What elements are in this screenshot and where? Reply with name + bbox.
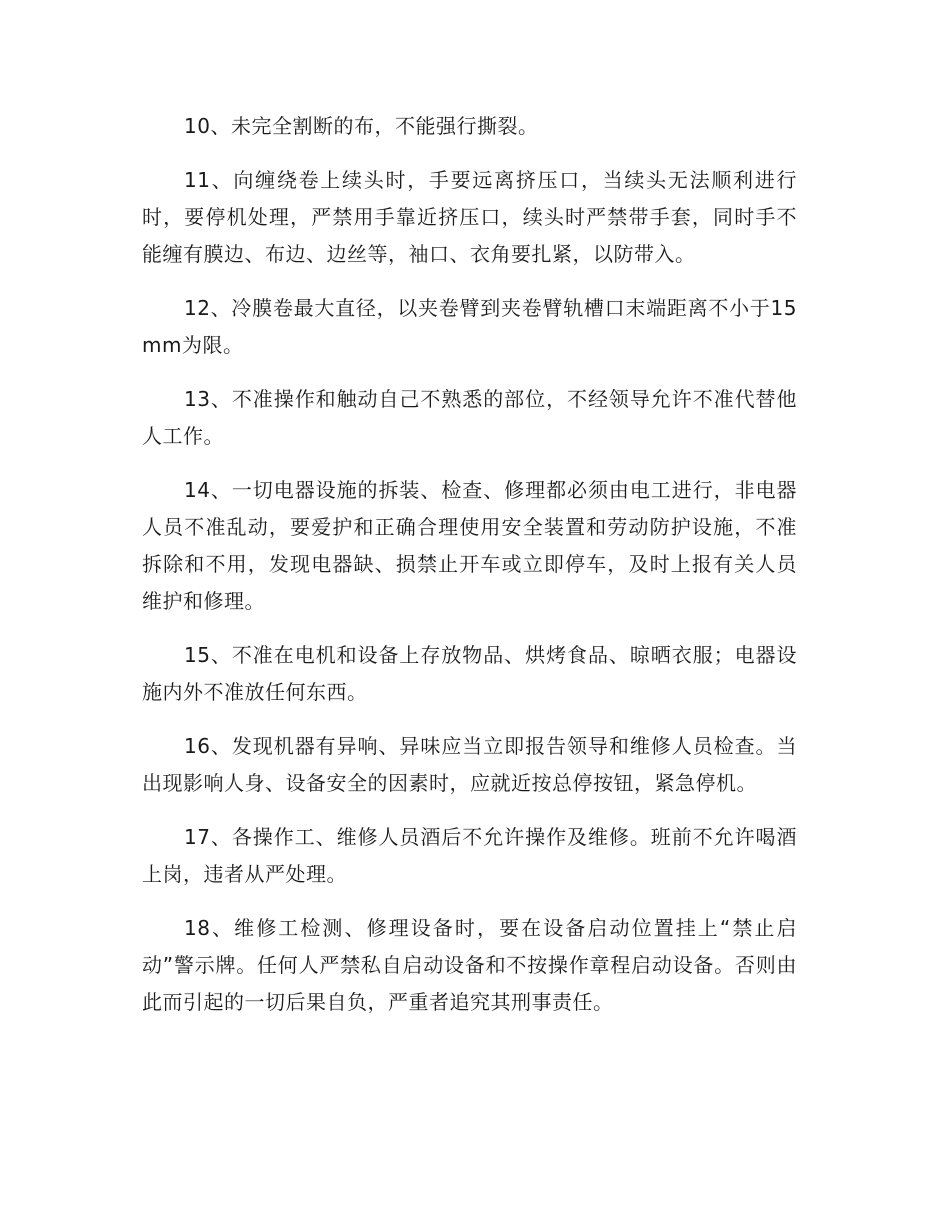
rule-paragraph-11: 11、向缠绕卷上续头时，手要远离挤压口，当续头无法顺利进行时，要停机处理，严禁用手靠近挤压口，续头时严禁带手套，同时手不能缠有膜边、布边、边丝等，袖口、衣角要扎紧，以防带入。 <box>142 168 797 266</box>
rule-paragraph-15: 15、不准在电机和设备上存放物品、烘烤食品、晾晒衣服；电器设施内外不准放任何东西。 <box>142 643 797 704</box>
rule-paragraph-18: 18、维修工检测、修理设备时，要在设备启动位置挂上“禁止启动”警示牌。任何人严禁私自启动设备和不按操作章程启动设备。否则由此而引起的一切后果自负，严重者追究其刑事责任。 <box>142 916 797 1014</box>
rule-paragraph-14: 14、一切电器设施的拆装、检查、修理都必须由电工进行，非电器人员不准乱动，要爱护和正确合理使用安全装置和劳动防护设施，不准拆除和不用，发现电器缺、损禁止开车或立即停车，及时上报有关人员维护和修理。 <box>142 478 797 613</box>
rule-paragraph-12: 12、冷膜卷最大直径，以夹卷臂到夹卷臂轨槽口末端距离不小于15mm为限。 <box>142 296 797 357</box>
document-body <box>142 108 797 1038</box>
rule-paragraph-10: 10、未完全割断的布，不能强行撕裂。 <box>184 114 539 138</box>
rule-paragraph-16: 16、发现机器有异响、异味应当立即报告领导和维修人员检查。当出现影响人身、设备安全的因素时，应就近按总停按钮，紧急停机。 <box>142 734 797 795</box>
rule-paragraph-13: 13、不准操作和触动自己不熟悉的部位，不经领导允许不准代替他人工作。 <box>142 387 797 448</box>
rule-paragraph-17: 17、各操作工、维修人员酒后不允许操作及维修。班前不允许喝酒上岗，违者从严处理。 <box>142 825 797 886</box>
